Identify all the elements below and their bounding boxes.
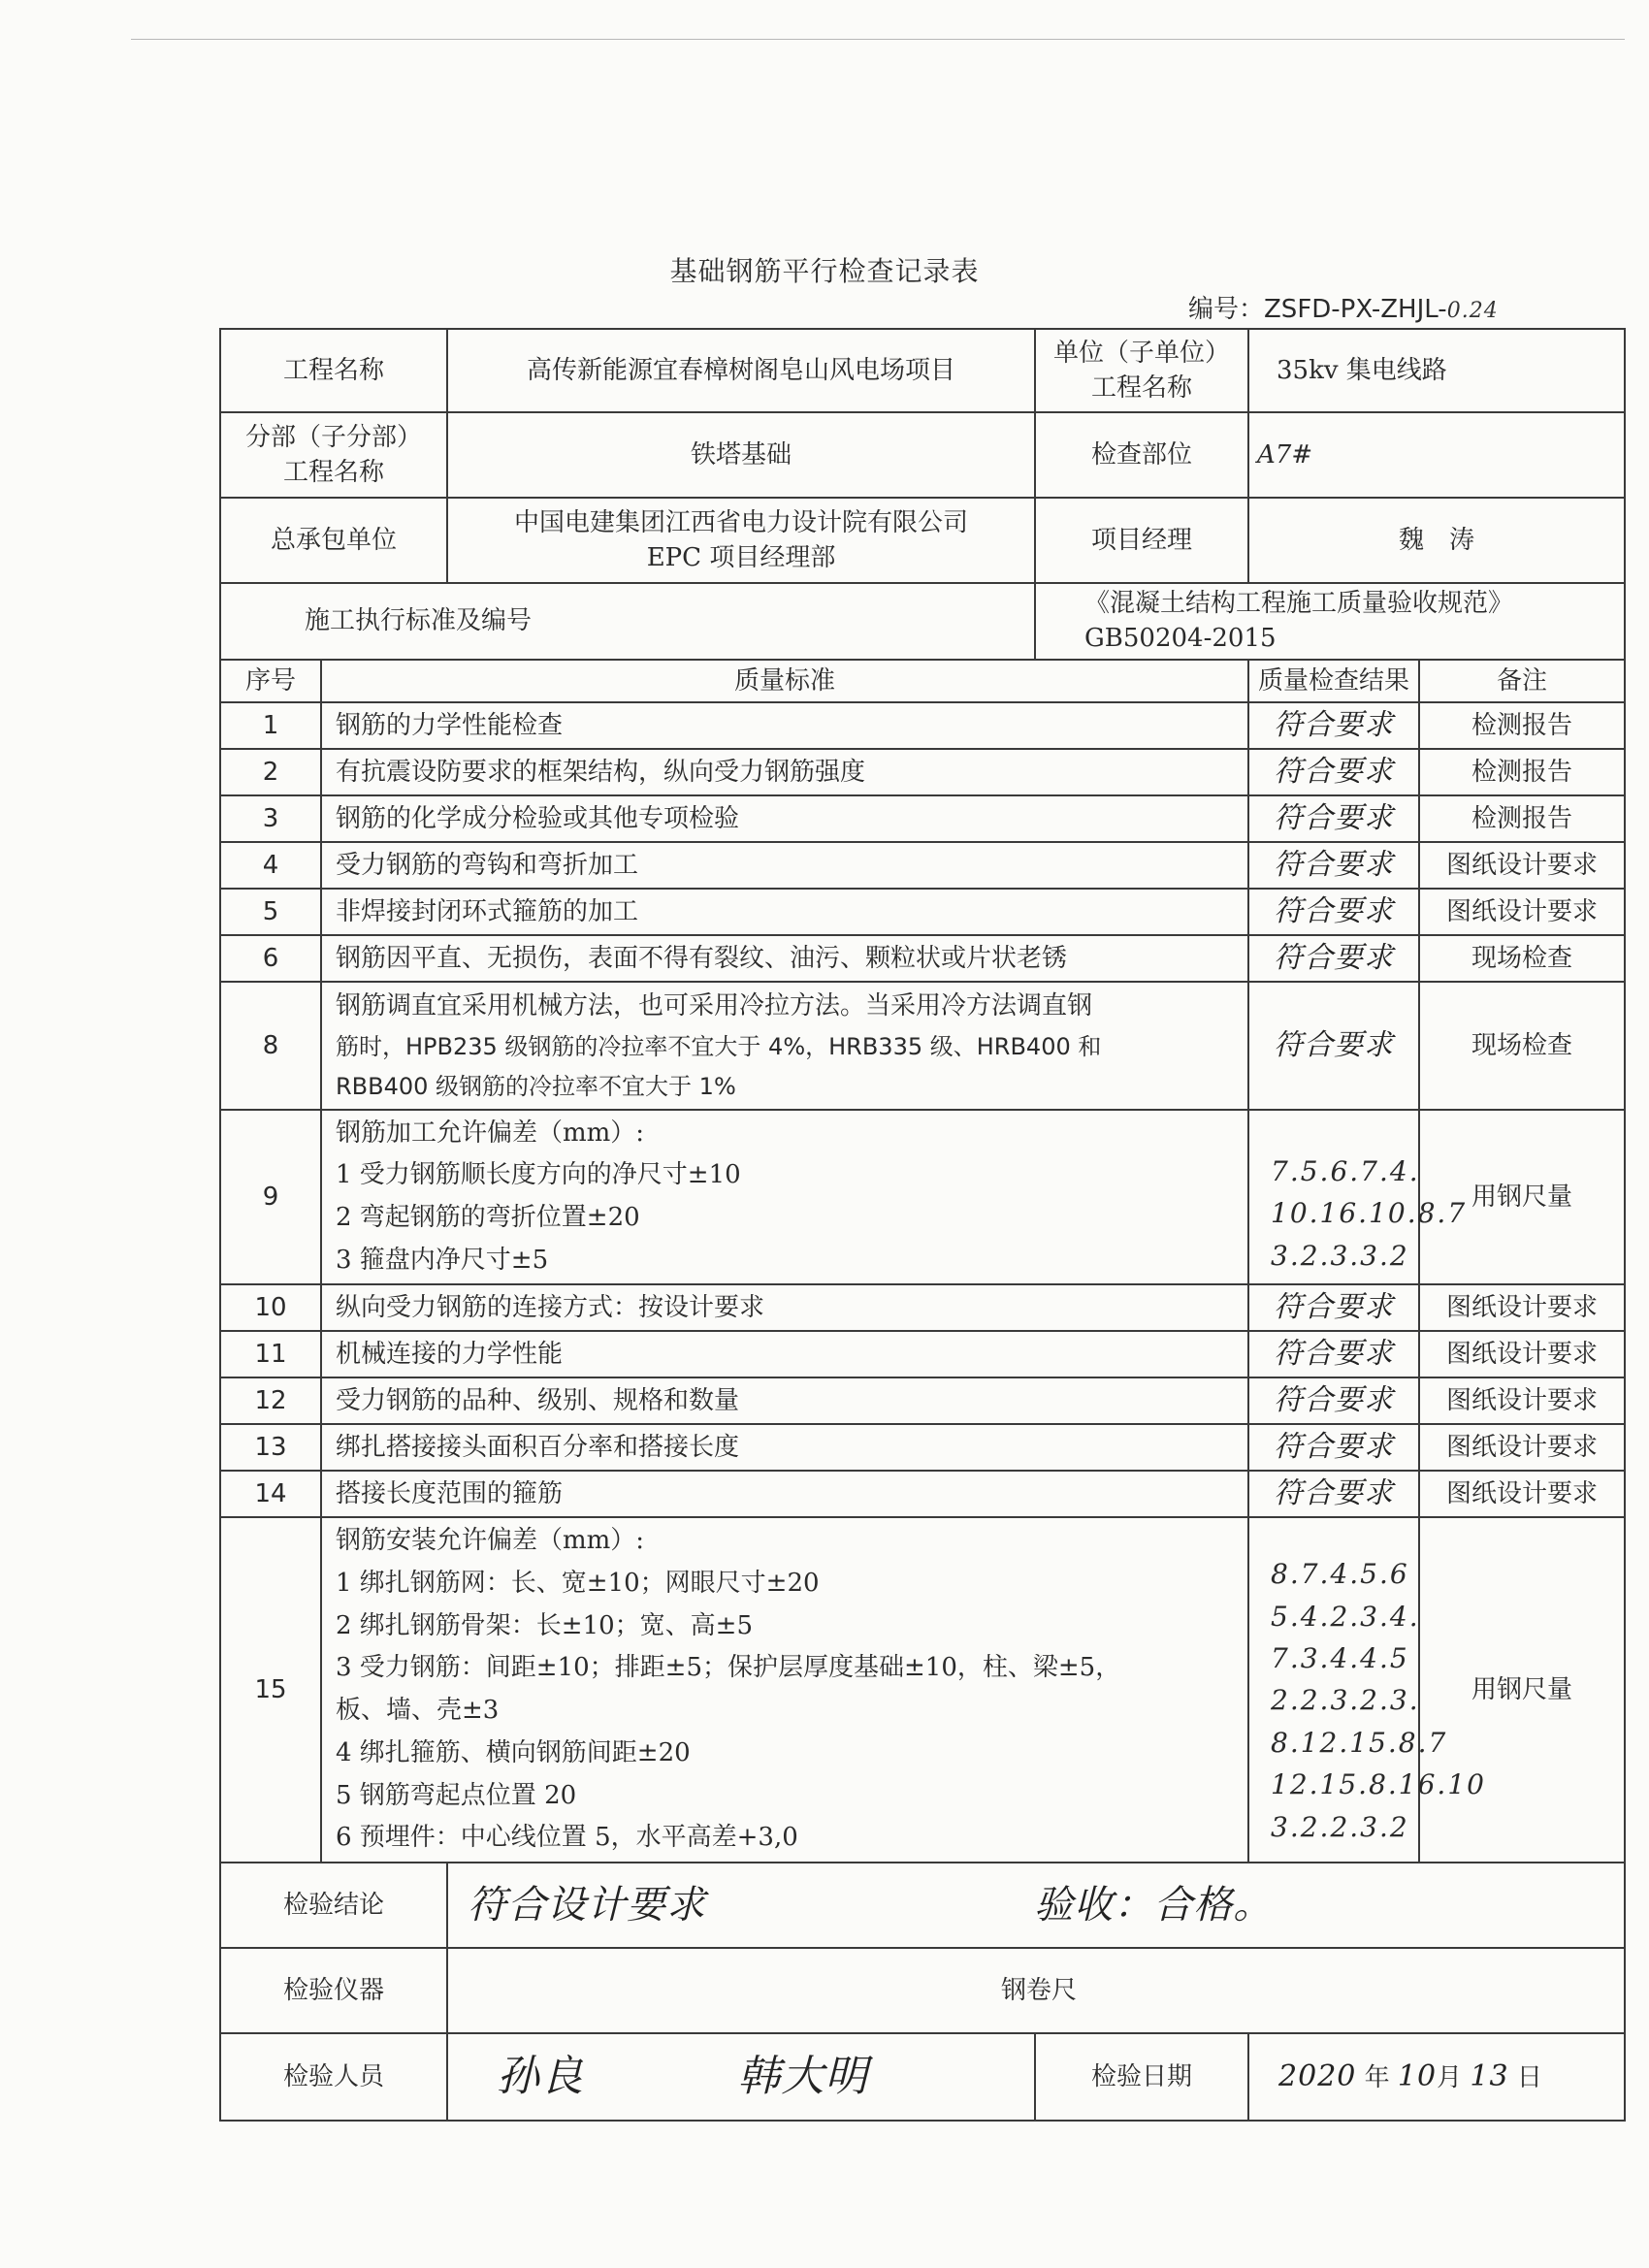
row-result [1248,1284,1419,1331]
row15-line7: 6 预埋件：中心线位置 5，水平高差+3,0 [336,1823,798,1853]
doc-number-handwritten: 0.24 [1446,299,1499,323]
row9-line2: 2 弯起钢筋的弯折位置±20 [336,1203,640,1233]
row-result [1248,889,1419,935]
row-remark: 图纸设计要求 [1419,842,1625,889]
row8-line2: 筋时，HPB235 级钢筋的冷拉率不宜大于 4%，HRB335 级、HRB400 和 [336,1033,1102,1061]
table-row [220,935,1625,982]
contractor-label: 总承包单位 [220,498,447,583]
measure-value: 2.2.3.2.3. [1271,1684,1420,1717]
col-header-result: 质量检查结果 [1248,660,1419,702]
division-value: 铁塔基础 [447,412,1035,498]
row-result-handwritten: 符合要求 [1274,1290,1395,1325]
unit-label-line1: 单位（子单位） [1053,338,1231,368]
row-result [1248,842,1419,889]
standard-label: 施工执行标准及编号 [220,583,1035,660]
row-no: 5 [220,889,321,935]
contractor-value [447,498,1035,583]
row-no: 10 [220,1284,321,1331]
table-row [220,1424,1625,1471]
row9-line0: 钢筋加工允许偏差（mm）: [336,1118,645,1148]
row-remark: 用钢尺量 [1419,1517,1625,1862]
row-no: 8 [220,982,321,1110]
row-remark: 图纸设计要求 [1419,1284,1625,1331]
date-year: 2020 [1278,2058,1357,2093]
row-standard: 受力钢筋的品种、级别、规格和数量 [321,1377,1248,1424]
measure-value: 3.2.3.3.2 [1271,1239,1409,1272]
measure-value: 7.3.4.4.5 [1271,1642,1409,1675]
conclusion-value [447,1863,1625,1948]
measure-value: 3.2.2.3.2 [1271,1810,1409,1843]
contractor-line2: EPC 项目经理部 [646,543,836,572]
inspection-date [1248,2033,1625,2121]
row-result-handwritten: 符合要求 [1274,754,1395,789]
table-row [220,1517,1625,1862]
row-result-handwritten: 符合要求 [1274,893,1395,928]
inspector-signature-1: 孙良 [497,2052,585,2102]
instrument-value: 钢卷尺 [447,1948,1625,2033]
division-label-line2: 工程名称 [283,458,385,487]
row-result-handwritten: 符合要求 [1274,800,1395,835]
row-no: 2 [220,749,321,795]
row15-line5: 4 绑扎箍筋、横向钢筋间距±20 [336,1737,691,1767]
standard-value: 《混凝土结构工程施工质量验收规范》GB50204-2015 [1035,583,1625,660]
row-remark: 现场检查 [1419,935,1625,982]
col-header-no: 序号 [220,660,321,702]
row-standard [321,1110,1248,1285]
table-row [220,842,1625,889]
table-row [220,795,1625,842]
table-row [220,982,1625,1110]
row-no: 15 [220,1517,321,1862]
conclusion-handwritten: 符合设计要求 [468,1882,707,1928]
measure-value: 10.16.10.8.7 [1271,1197,1468,1230]
measure-value: 8.12.15.8.7 [1271,1726,1448,1759]
inspector-signatures [447,2033,1035,2121]
row-no: 11 [220,1331,321,1377]
document-title: 基础钢筋平行检查记录表 [669,255,980,287]
row-no: 1 [220,702,321,749]
row-result [1248,1517,1486,1862]
row-result-handwritten: 符合要求 [1274,940,1395,975]
inspect-part-value: A7# [1248,412,1625,498]
row-no: 3 [220,795,321,842]
division-label-line1: 分部（子分部） [245,422,423,452]
row-remark: 现场检查 [1419,982,1625,1110]
table-row [220,1471,1625,1517]
row15-line4: 板、墙、壳±3 [336,1696,500,1726]
inspection-form-table [219,328,1626,2122]
row-standard: 搭接长度范围的箍筋 [321,1471,1248,1517]
row-remark: 用钢尺量 [1419,1110,1625,1285]
measure-value: 12.15.8.16.10 [1271,1768,1486,1801]
manager-label: 项目经理 [1035,498,1248,583]
unit-label [1035,329,1248,412]
row-standard [321,982,1248,1110]
row-standard: 有抗震设防要求的框架结构，纵向受力钢筋强度 [321,749,1248,795]
row15-line6: 5 钢筋弯起点位置 20 [336,1780,577,1810]
project-name-value: 高传新能源宜春樟树阁皂山风电场项目 [447,329,1035,412]
conclusion-label: 检验结论 [220,1863,447,1948]
table-row [220,1377,1625,1424]
row-result [1248,702,1419,749]
table-row [220,1110,1625,1285]
unit-label-line2: 工程名称 [1091,373,1193,403]
table-row [220,1284,1625,1331]
row-standard: 钢筋因平直、无损伤，表面不得有裂纹、油污、颗粒状或片状老锈 [321,935,1248,982]
row-no: 12 [220,1377,321,1424]
row-remark: 图纸设计要求 [1419,889,1625,935]
date-year-unit: 年 [1364,2062,1390,2092]
row-no: 13 [220,1424,321,1471]
unit-value: 35kv 集电线路 [1248,329,1625,412]
row15-line1: 1 绑扎钢筋网：长、宽±10；网眼尺寸±20 [336,1569,820,1599]
row-result [1248,1331,1419,1377]
row-result-handwritten: 符合要求 [1274,1337,1395,1372]
row-standard: 受力钢筋的弯钩和弯折加工 [321,842,1248,889]
row-result-handwritten: 符合要求 [1274,1476,1395,1511]
scan-top-edge [131,39,1625,40]
row9-line3: 3 箍盘内净尺寸±5 [336,1245,549,1275]
contractor-line1: 中国电建集团江西省电力设计院有限公司 [514,507,969,537]
row-standard: 钢筋的化学成分检验或其他专项检验 [321,795,1248,842]
row-standard: 机械连接的力学性能 [321,1331,1248,1377]
table-row [220,702,1625,749]
manager-value: 魏 涛 [1248,498,1625,583]
row-remark: 检测报告 [1419,749,1625,795]
row15-line2: 2 绑扎钢筋骨架：长±10；宽、高±5 [336,1610,754,1640]
row-result [1248,1377,1419,1424]
inspector-signature-2: 韩大明 [737,2052,869,2102]
col-header-standard: 质量标准 [321,660,1248,702]
measure-value: 5.4.2.3.4. [1271,1600,1420,1633]
instrument-label: 检验仪器 [220,1948,447,2033]
row-result-handwritten: 符合要求 [1274,847,1395,882]
row-standard: 非焊接封闭环式箍筋的加工 [321,889,1248,935]
row15-line3: 3 受力钢筋：间距±10；排距±5；保护层厚度基础±10，柱、梁±5， [336,1653,1121,1683]
row-remark: 图纸设计要求 [1419,1471,1625,1517]
table-row [220,749,1625,795]
row-standard: 绑扎搭接接头面积百分率和搭接长度 [321,1424,1248,1471]
document-number [1188,289,1499,325]
row-standard: 钢筋的力学性能检查 [321,702,1248,749]
row-result [1248,749,1419,795]
row-no: 14 [220,1471,321,1517]
project-name-label: 工程名称 [220,329,447,412]
row-no: 9 [220,1110,321,1285]
row-result-handwritten: 符合要求 [1274,1383,1395,1418]
row-result [1248,982,1419,1110]
row-remark: 检测报告 [1419,795,1625,842]
row-remark: 图纸设计要求 [1419,1377,1625,1424]
row15-line0: 钢筋安装允许偏差（mm）: [336,1526,645,1556]
row-result-handwritten: 符合要求 [1274,1430,1395,1465]
row-result [1248,935,1419,982]
row-standard: 纵向受力钢筋的连接方式：按设计要求 [321,1284,1248,1331]
doc-number-label: 编号：ZSFD-PX-ZHJL- [1188,295,1447,324]
row-result-handwritten: 符合要求 [1274,707,1395,742]
row-result [1248,1471,1419,1517]
measure-value: 8.7.4.5.6 [1271,1558,1409,1591]
row8-line3: RBB400 级钢筋的冷拉率不宜大于 1% [336,1072,736,1100]
date-day-unit: 日 [1516,2062,1542,2092]
row-remark: 检测报告 [1419,702,1625,749]
row9-line1: 1 受力钢筋顺长度方向的净尺寸±10 [336,1160,741,1190]
row8-line1: 钢筋调直宜采用机械方法，也可采用冷拉方法。当采用冷方法调直钢 [336,990,1093,1021]
date-label: 检验日期 [1035,2033,1248,2121]
row-remark: 图纸设计要求 [1419,1424,1625,1471]
date-day: 13 [1470,2058,1509,2093]
date-month: 10 [1397,2058,1438,2093]
date-month-unit: 月 [1437,2062,1463,2092]
table-row [220,1331,1625,1377]
row-result [1248,1110,1468,1285]
acceptance-handwritten: 验收：合格。 [1034,1882,1274,1928]
inspect-part-label: 检查部位 [1035,412,1248,498]
row-remark: 图纸设计要求 [1419,1331,1625,1377]
row-no: 6 [220,935,321,982]
row-result-handwritten: 符合要求 [1274,1027,1395,1062]
inspector-label: 检验人员 [220,2033,447,2121]
measure-value: 7.5.6.7.4. [1271,1155,1420,1188]
col-header-remark: 备注 [1419,660,1625,702]
division-label [220,412,447,498]
row-result [1248,795,1419,842]
row-result [1248,1424,1419,1471]
row-no: 4 [220,842,321,889]
table-row [220,889,1625,935]
row-standard [321,1517,1248,1862]
